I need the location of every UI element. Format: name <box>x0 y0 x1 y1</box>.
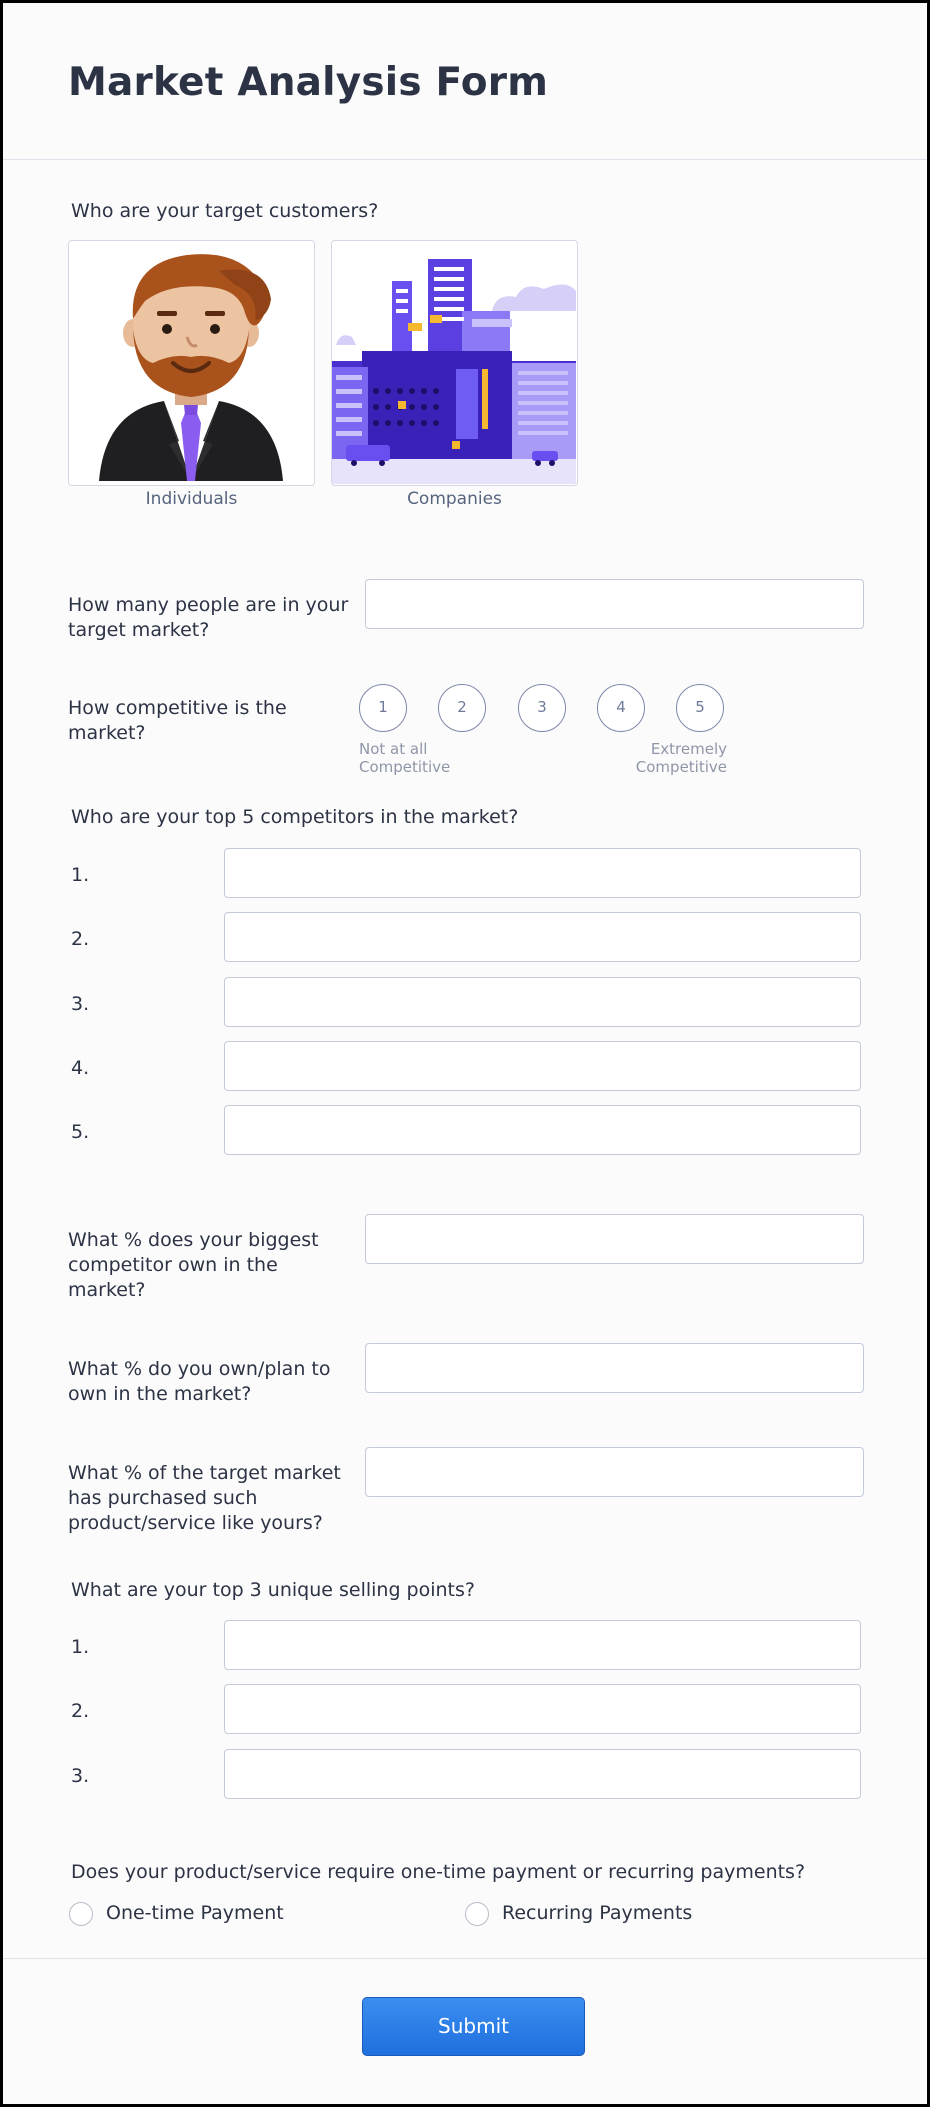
selling-point-2-input[interactable] <box>224 1684 861 1734</box>
biggest-competitor-share-line3: market? <box>68 1279 146 1301</box>
page-title: Market Analysis Form <box>68 60 549 105</box>
competitor-number: 3. <box>71 993 90 1015</box>
competitors-question: Who are your top 5 competitors in the market? <box>71 806 519 828</box>
rating-high-label-line2: Competitive <box>635 758 727 776</box>
city-buildings-illustration <box>332 241 576 484</box>
rating-low-label <box>359 740 450 776</box>
selling-point-3-input[interactable] <box>224 1749 861 1799</box>
competitor-number: 2. <box>71 928 90 950</box>
footer-divider <box>3 1958 927 1959</box>
market-size-question-line2: target market? <box>68 619 210 641</box>
option-individuals-label: Individuals <box>145 489 238 509</box>
competitor-number: 5. <box>71 1121 90 1143</box>
submit-button[interactable]: Submit <box>362 1997 585 2056</box>
rating-option-3[interactable]: 3 <box>518 684 566 732</box>
rating-low-label-line2: Competitive <box>359 758 451 776</box>
payment-question: Does your product/service require one-time payment or recurring payments? <box>71 1861 806 1883</box>
purchased-share-question <box>68 1461 341 1536</box>
competitor-5-input[interactable] <box>224 1105 861 1155</box>
competitor-number: 4. <box>71 1057 90 1079</box>
rating-option-1[interactable]: 1 <box>359 684 407 732</box>
rating-option-5[interactable]: 5 <box>676 684 724 732</box>
competitor-2-input[interactable] <box>224 912 861 962</box>
selling-point-number: 2. <box>71 1700 90 1722</box>
rating-low-label-line1: Not at all <box>359 740 428 758</box>
option-companies-card[interactable] <box>331 240 578 486</box>
rating-option-4[interactable]: 4 <box>597 684 645 732</box>
selling-points-question: What are your top 3 unique selling points? <box>71 1579 475 1601</box>
competitor-number: 1. <box>71 864 90 886</box>
market-size-question <box>68 593 348 643</box>
purchased-share-line2: has purchased such <box>68 1487 258 1509</box>
market-size-input[interactable] <box>365 579 864 629</box>
competitor-1-input[interactable] <box>224 848 861 898</box>
purchased-share-input[interactable] <box>365 1447 864 1497</box>
market-size-question-line1: How many people are in your <box>68 594 349 616</box>
purchased-share-line3: product/service like yours? <box>68 1512 323 1534</box>
one-time-payment-label[interactable]: One-time Payment <box>106 1902 284 1924</box>
competitor-3-input[interactable] <box>224 977 861 1027</box>
competitiveness-question <box>68 696 287 746</box>
header-divider <box>3 159 927 160</box>
competitiveness-question-line2: market? <box>68 722 146 744</box>
option-individuals-card[interactable] <box>68 240 315 486</box>
selling-point-number: 1. <box>71 1636 90 1658</box>
one-time-payment-radio[interactable] <box>69 1902 93 1926</box>
own-share-line2: own in the market? <box>68 1383 252 1405</box>
biggest-competitor-share-line1: What % does your biggest <box>68 1229 319 1251</box>
biggest-competitor-share-question <box>68 1228 319 1303</box>
purchased-share-line1: What % of the target market <box>68 1462 341 1484</box>
rating-option-2[interactable]: 2 <box>438 684 486 732</box>
recurring-payments-label[interactable]: Recurring Payments <box>502 1902 693 1924</box>
biggest-competitor-share-input[interactable] <box>365 1214 864 1264</box>
selling-point-number: 3. <box>71 1765 90 1787</box>
option-companies-label: Companies <box>407 489 502 509</box>
target-customers-question: Who are your target customers? <box>71 200 379 222</box>
own-share-input[interactable] <box>365 1343 864 1393</box>
rating-high-label <box>603 740 727 776</box>
own-share-question <box>68 1357 330 1407</box>
competitor-4-input[interactable] <box>224 1041 861 1091</box>
selling-point-1-input[interactable] <box>224 1620 861 1670</box>
competitiveness-question-line1: How competitive is the <box>68 697 287 719</box>
biggest-competitor-share-line2: competitor own in the <box>68 1254 278 1276</box>
recurring-payments-radio[interactable] <box>465 1902 489 1926</box>
businessman-illustration <box>69 241 313 484</box>
own-share-line1: What % do you own/plan to <box>68 1358 331 1380</box>
rating-high-label-line1: Extremely <box>650 740 727 758</box>
